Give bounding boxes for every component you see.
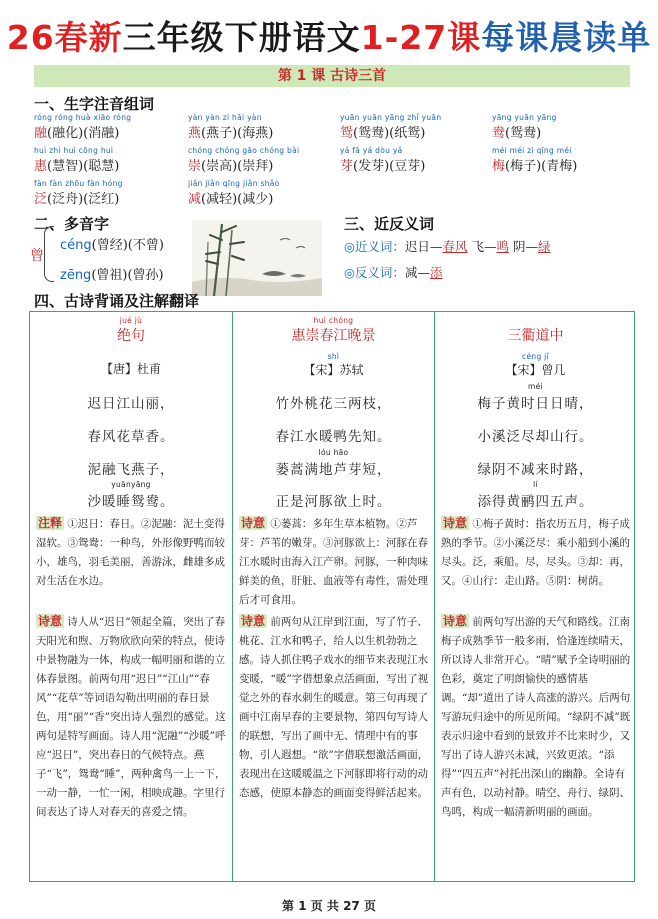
vocab-item: yuān yuān yāng zhǐ yuān 鸳(鸳鸯)(纸鸳) bbox=[340, 113, 442, 141]
poem-author: céng jǐ 【宋】曾几 bbox=[505, 352, 566, 377]
vocab-item: méi méi zi qīng méi 梅(梅子)(青梅) bbox=[492, 146, 578, 174]
lesson-bar: 第 1 课 古诗三首 bbox=[34, 65, 630, 87]
poem-title: jué jù 绝句 bbox=[117, 316, 145, 344]
title-part1: 26春新 bbox=[6, 18, 123, 57]
poem-line: 正是河豚欲上时。 bbox=[275, 494, 392, 510]
poem-line: 小溪泛尽却山行。 bbox=[477, 429, 594, 445]
poem-meaning: 诗意 前两句从江岸到江面，写了竹子、桃花、江水和鸭子，给人以生机勃勃之感。诗人抓住鸭子戏水的细节来表现江水变暖，“暖”字借想象点活画面，写出了视觉之外的春水刺生的暖意。第三句再现了画中江南早春的主要景物，第四句写诗人的联想，写出了画中无、情理中有的事物，引人遐想。“欲”字借联想激活画面，表现出在这暖暖温之下河豚即将行动的动态感，使原本静态的画面变得鲜活起来。 bbox=[239, 614, 429, 799]
vocab-item: yàn yàn zi hǎi yàn 燕(燕子)(海燕) bbox=[188, 113, 274, 141]
poem-author: 【唐】杜甫 bbox=[100, 362, 161, 376]
brace-icon bbox=[44, 226, 54, 282]
vocab-item: yāng yuān yāng 鸯(鸳鸯) bbox=[492, 113, 557, 141]
poem-line: 竹外桃花三两枝， bbox=[275, 396, 392, 412]
poem-meaning: 诗意 诗人从“迟日”领起全篇，突出了春天阳光和煦、万物欣欣向荣的特点，使诗中景物融为一体，构成一幅明丽和谐的立体春景图。前两句用“迟日”“江山”“春风”“花草”等词语勾勒出明丽的春日景色，用“丽”“香”突出诗人强烈的感觉。这两句是特写画面。诗人用“泥融”“沙暖”呼应“迟日”，突出春日的气候特点。燕子“飞”，鸳鸯“睡”，两种禽鸟一上一下，一动一静，一忙一闲，相映成趣。字里行间表达了诗人对春天的喜爱之情。 bbox=[36, 614, 226, 818]
poem-line: lí 添得黄鹂四五声。 bbox=[477, 480, 594, 510]
section-heading-polyphone: 二、多音字 bbox=[34, 215, 110, 233]
poem-grid bbox=[29, 311, 635, 882]
vocab-item: huì zhì huì cōng huì 惠(慧智)(聪慧) bbox=[34, 146, 120, 174]
section-heading-relations: 三、近反义词 bbox=[344, 215, 435, 233]
vocab-item: chóng chóng gāo chóng bài 崇(崇高)(崇拜) bbox=[188, 146, 300, 174]
poem-line: 春江水暖鸭先知。 bbox=[275, 429, 392, 445]
poem-line: lóu hāo 蒌蒿满地芦芽短， bbox=[275, 448, 392, 478]
section-heading-vocab: 一、生字注音组词 bbox=[34, 95, 155, 113]
poem-line: 迟日江山丽， bbox=[87, 396, 175, 412]
poem-notes: 注释 ①迟日：春日。②泥融：泥土变得湿软。③鸳鸯：一种鸟，外形像野鸭而较小，雄鸟，羽毛美丽，善游泳，雌雄多成对生活在水边。 bbox=[36, 516, 225, 587]
poem-meaning: 诗意 前两句写出游的天气和路线。江南梅子成熟季节一般多雨，恰逢连续晴天，所以诗人非常开心。“晴”赋予全诗明丽的色彩，奠定了明朗愉快的感情基调。“却”道出了诗人高涨的游兴。后两句写游玩归途中的所见所闻。“绿阴不减”既表示归途中看到的景致并不比来时少，又写出了诗人游兴未减，兴致更浓。“添得”“四五声”衬托出深山的幽静。全诗有声有色，以动衬静。晴空、舟行、绿阴、鸟鸣，构成一幅清新明丽的画面。 bbox=[441, 614, 631, 818]
poem-line: 泥融飞燕子， bbox=[87, 462, 175, 478]
poem-line: méi 梅子黄时日日晴， bbox=[477, 382, 594, 412]
vocab-item: róng róng huà xiāo róng 融(融化)(消融) bbox=[34, 113, 132, 141]
section-heading-poems: 四、古诗背诵及注解翻译 bbox=[34, 292, 200, 310]
poem-column bbox=[30, 312, 232, 881]
vocab-item: fàn fàn zhōu fàn hóng 泛(泛舟)(泛红) bbox=[34, 179, 123, 207]
polyphone-char: 曾 bbox=[30, 248, 44, 264]
poem-notes: 诗意 ①蒌蒿：多年生草本植物。②芦芽：芦苇的嫩芽。③河豚欲上：河豚在春江水暖时由海入江产卵。河豚，一种肉味鲜美的鱼，肝脏、血液等有毒性，需处理后才可食用。 bbox=[239, 516, 428, 606]
poem-line: 绿阴不减来时路， bbox=[477, 462, 594, 478]
bamboo-painting-image bbox=[192, 220, 322, 296]
vocab-item: yá fā yá dòu yá 芽(发芽)(豆芽) bbox=[340, 146, 426, 174]
poem-notes: 诗意 ①梅子黄时：指农历五月，梅子成熟的季节。②小溪泛尽：乘小船到小溪的尽头。泛，乘船。尽，尽头。③却：再，又。④山行：走山路。⑤阴：树荫。 bbox=[441, 516, 630, 587]
poem-line: 春风花草香。 bbox=[87, 429, 175, 445]
poem-column bbox=[232, 312, 434, 881]
title-part3: 1-27课 bbox=[360, 18, 482, 57]
poem-title: huì chóng 惠崇春江晚景 bbox=[291, 316, 376, 344]
title-part4: 每课晨读单 bbox=[481, 18, 652, 57]
poem-title: 三衢道中 bbox=[507, 328, 564, 344]
antonym-line: ◎反义词：减—添 bbox=[344, 265, 443, 280]
polyphone-line: zēng(曾祖)(曾孙) bbox=[60, 268, 164, 283]
page-footer: 第 1 页 共 27 页 bbox=[282, 899, 376, 913]
polyphone-line: céng(曾经)(不曾) bbox=[60, 238, 164, 253]
vocab-item: jiǎn jiǎn qīng jiǎn shǎo 减(减轻)(减少) bbox=[188, 179, 280, 207]
poem-column bbox=[434, 312, 636, 881]
title-part2: 三年级下册语文 bbox=[122, 18, 361, 57]
synonym-line: ◎近义词：迟日—春风 飞—鸣 阴—绿 bbox=[344, 239, 551, 254]
page-title bbox=[0, 12, 658, 59]
poem-line: yuānyāng 沙暖睡鸳鸯。 bbox=[87, 480, 175, 510]
poem-author: shì 【宋】苏轼 bbox=[303, 352, 364, 377]
